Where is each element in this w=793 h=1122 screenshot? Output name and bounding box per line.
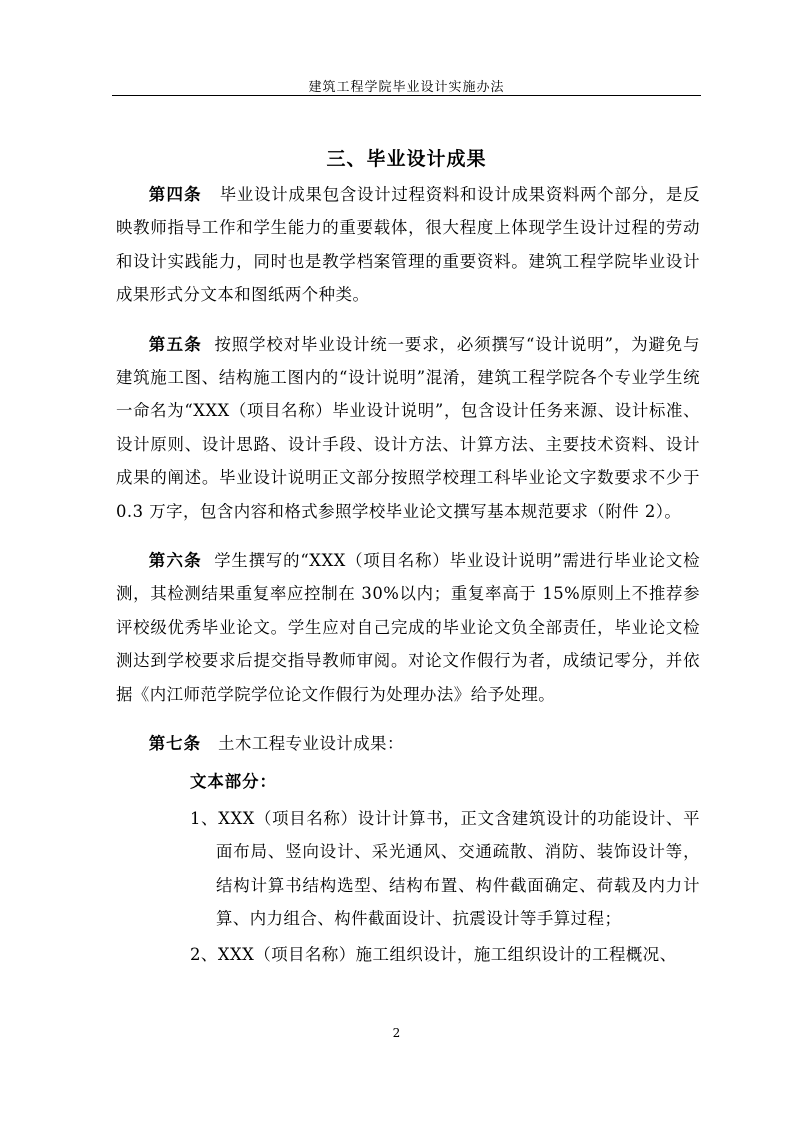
article-label: 第五条 (148, 334, 203, 354)
article-label: 第四条 (148, 185, 202, 204)
list-item: 1、XXX（项目名称）设计计算书，正文含建筑设计的功能设计、平面布局、竖向设计、采光通风、交通疏散、消防、装饰设计等，结构计算书结构选型、结构布置、构件截面确定、荷载及内力计算、内力组合、构件截面设计、抗震设计等手算过程； (190, 808, 700, 929)
running-header: 建筑工程学院毕业设计实施办法 (308, 80, 505, 95)
page-number: 2 (392, 1026, 401, 1040)
article-text: 毕业设计成果包含设计过程资料和设计成果资料两个部分，是反映教师指导工作和学生能力的重要载体，很大程度上体现学生设计过程的劳动和设计实践能力，同时也是教学档案管理的重要资料。建筑工程学院毕业设计成果形式分文本和图纸两个种类。 (116, 185, 701, 305)
header-rule (112, 95, 701, 96)
article-5 (116, 328, 700, 528)
article-label: 第七条 (148, 734, 201, 754)
list-item: 2、XXX（项目名称）施工组织设计，施工组织设计的工程概况、 (190, 944, 677, 964)
text-part-heading: 文本部分： (190, 771, 277, 791)
article-4 (116, 178, 700, 312)
article-label: 第六条 (148, 551, 203, 571)
article-7 (116, 727, 700, 760)
article-text: 学生撰写的“XXX（项目名称）毕业设计说明”需进行毕业论文检测，其检测结果重复率应控制在 30%以内；重复率高于 15%原则上不推荐参评校级优秀毕业论文。学生应对自己完成的毕业论文负全部责任，毕业论文检测达到学校要求后提交指导教师审阅。对论文作假行为者，成绩记零分，并依据《内江师范学院学位论文作假行为处理办法》给予处理。 (116, 551, 701, 704)
document-body (116, 178, 700, 973)
article-6 (116, 544, 700, 711)
article-text: 土木工程专业设计成果： (218, 734, 404, 754)
section-title: 三、毕业设计成果 (326, 148, 487, 170)
article-text: 按照学校对毕业设计统一要求，必须撰写“设计说明”，为避免与建筑施工图、结构施工图内的“设计说明”混淆，建筑工程学院各个专业学生统一命名为“XXX（项目名称）毕业设计说明”，包含设计任务来源、设计标准、设计原则、设计思路、设计手段、设计方法、计算方法、主要技术资料、设计成果的阐述。毕业设计说明正文部分按照学校理工科毕业论文字数要求不少于 0.3 万字，包含内容和格式参照学校毕业论文撰写基本规范要求（附件 2）。 (116, 334, 701, 521)
